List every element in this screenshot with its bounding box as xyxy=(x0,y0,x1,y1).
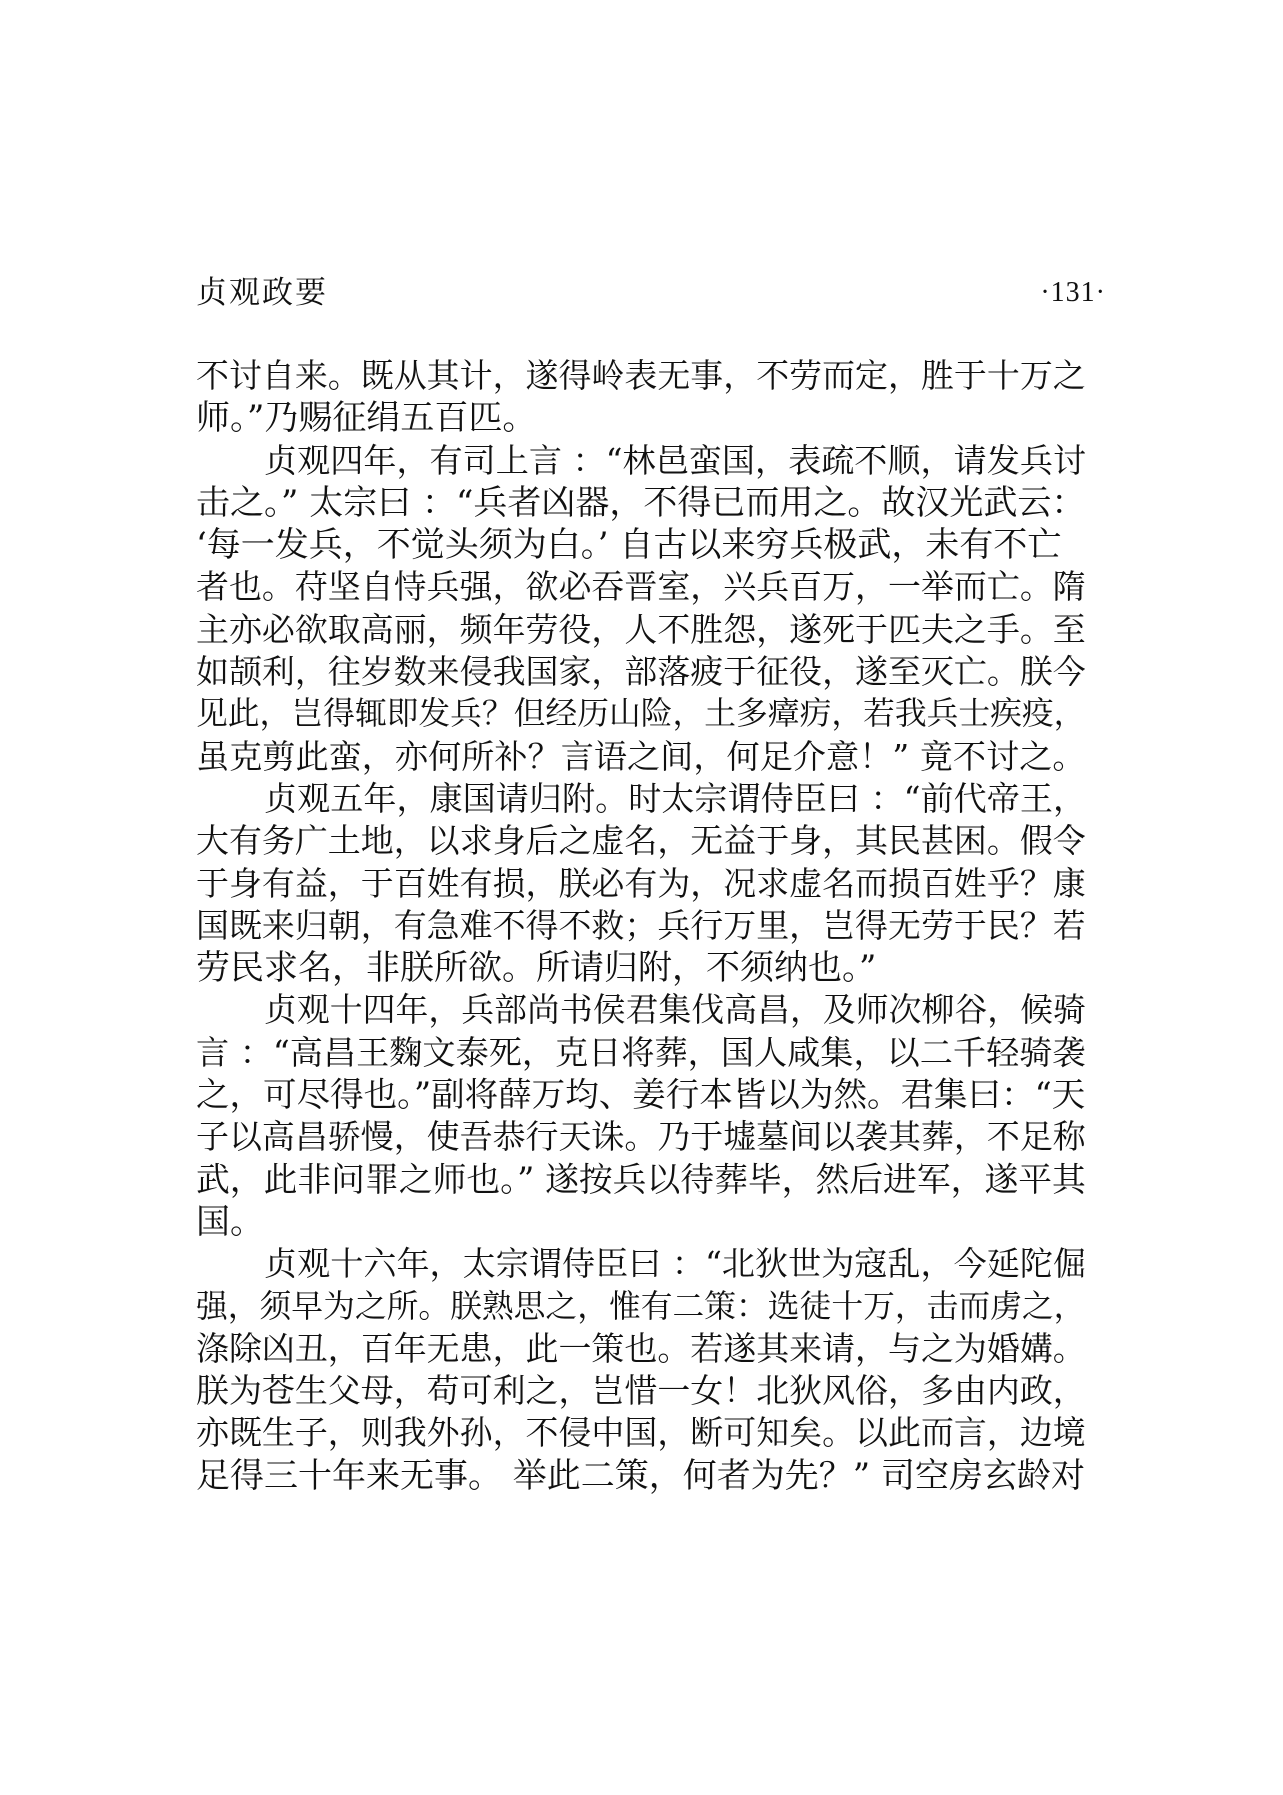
text-line: 足得三十年来无事。 举此二策，何者为先？” 司空房玄龄对 xyxy=(196,1455,1085,1496)
text-line: 于身有益，于百姓有损，朕必有为，况求虚名而损百姓乎？康 xyxy=(196,863,1086,903)
text-line: 国。 xyxy=(196,1201,264,1242)
text-line: 大有务广土地，以求身后之虚名，无益于身，其民甚困。假令 xyxy=(196,821,1086,861)
text-line: 击之。” 太宗曰 ：“兵者凶器，不得已而用之。故汉光武云： xyxy=(196,482,1086,523)
page-header xyxy=(196,271,1106,315)
text-line: 贞观五年，康国请归附。时太宗谓侍臣曰 ：“前代帝王， xyxy=(264,778,1087,818)
text-line: 者也。苻坚自恃兵强，欲必吞晋室，兴兵百万，一举而亡。隋 xyxy=(196,567,1086,607)
book-title: 贞观政要 xyxy=(196,275,328,311)
text-line: 劳民求名，非朕所欲。所请归附，不须纳也。” xyxy=(196,948,877,989)
text-line: 武，此非问罪之师也。” 遂按兵以待葬毕，然后进军，遂平其 xyxy=(196,1159,1086,1199)
text-line: 主亦必欲取高丽，频年劳役，人不胜怨，遂死于匹夫之手。至 xyxy=(196,609,1086,649)
text-line: 朕为苍生父母，苟可利之，岂惜一女！北狄风俗，多由内政， xyxy=(196,1371,1086,1411)
text-line: 贞观十六年，太宗谓侍臣曰 ：“北狄世为寇乱，今延陀倔 xyxy=(264,1244,1087,1284)
text-line: 不讨自来。既从其计，遂得岭表无事，不劳而定，胜于十万之 xyxy=(196,356,1086,395)
text-line: 师。”乃赐征绢五百匹。 xyxy=(196,398,537,439)
text-line: 言 ：“高昌王麴文泰死，克日将葬，国人咸集，以二千轻骑袭 xyxy=(196,1032,1086,1072)
text-line: 涤除凶丑，百年无患，此一策也。若遂其来请，与之为婚媾。 xyxy=(196,1328,1086,1368)
page-number: ·131· xyxy=(1040,277,1106,308)
text-line: 见此，岂得辄即发兵？但经历山险，土多瘴疠，若我兵士疾疫， xyxy=(196,696,1086,733)
text-line: 强，须早为之所。朕熟思之，惟有二策：选徒十万，击而虏之， xyxy=(196,1288,1086,1325)
body-text xyxy=(196,355,1086,1497)
text-line: 之，可尽得也。”副将薛万均、姜行本皆以为然。君集曰：“天 xyxy=(196,1075,1086,1115)
text-line: 子以高昌骄慢，使吾恭行天诛。乃于墟墓间以袭其葬，不足称 xyxy=(196,1117,1086,1157)
text-line: 虽克剪此蛮，亦何所补？言语之间，何足介意！” 竟不讨之。 xyxy=(196,736,1086,776)
text-line: 如颉利，往岁数来侵我国家，部落疲于征役，遂至灭亡。朕今 xyxy=(196,652,1086,692)
text-line: 亦既生子，则我外孙，不侵中国，断可知矣。以此而言，边境 xyxy=(196,1413,1086,1453)
text-line: 贞观四年，有司上言 ：“林邑蛮国，表疏不顺，请发兵讨 xyxy=(264,440,1087,480)
text-line: 国既来归朝，有急难不得不救；兵行万里，岂得无劳于民？若 xyxy=(196,905,1086,945)
text-line: 贞观十四年，兵部尚书侯君集伐高昌，及师次柳谷，候骑 xyxy=(264,990,1086,1030)
text-line: ‘每一发兵，不觉头须为白。’ 自古以来穷兵极武，未有不亡 xyxy=(196,525,1062,566)
